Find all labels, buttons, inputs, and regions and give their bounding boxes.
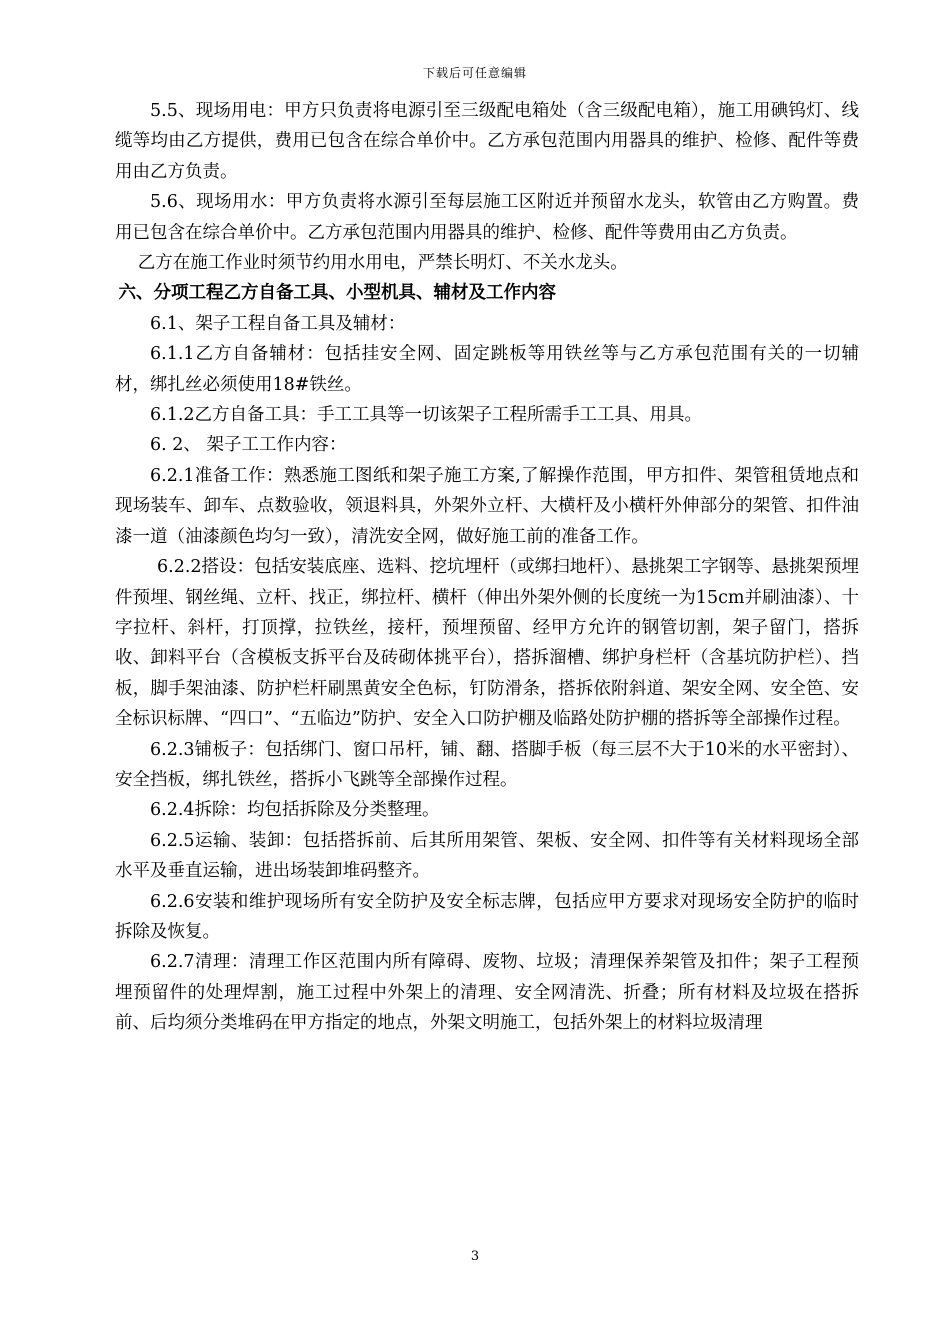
paragraph-6-2-1: 6.2.1准备工作：熟悉施工图纸和架子施工方案,了解操作范围，甲方扣件、架管租赁地点和现场装车、卸车、点数验收，领退料具，外架外立杆、大横杆及小横杆外伸部分的架管、扣件油漆一道（油漆颜色均匀一致），清洗安全网，做好施工前的准备工作。	[115, 465, 859, 547]
paragraph-5-5-power: 5.5、现场用电：甲方只负责将电源引至三级配电箱处（含三级配电箱），施工用碘钨灯、线缆等均由乙方提供，费用已包含在综合单价中。乙方承包范围内用器具的维护、检修、配件等费用由乙方负责。	[115, 101, 859, 182]
section-heading-6: 六、分项工程乙方自备工具、小型机具、辅材及工作内容	[118, 283, 556, 304]
paragraph-6-2-4: 6.2.4拆除：均包括拆除及分类整理。	[150, 800, 440, 821]
paragraph-6-1-2: 6.1.2乙方自备工具：手工工具等一切该架子工程所需手工工具、用具。	[150, 405, 703, 426]
paragraph-6-1-1: 6.1.1乙方自备辅材：包括挂安全网、固定跳板等用铁丝等与乙方承包范围有关的一切辅材，绑扎丝必须使用18#铁丝。	[115, 344, 859, 395]
paragraph-conservation-note: 乙方在施工作业时须节约用水用电，严禁长明灯、不关水龙头。	[137, 253, 628, 274]
paragraph-6-1: 6.1、架子工程自备工具及辅材：	[150, 313, 406, 334]
paragraph-5-6-water: 5.6、现场用水：甲方负责将水源引至每层施工区附近并预留水龙头，软管由乙方购置。费用已包含在综合单价中。乙方承包范围内用器具的维护、检修、配件等费用由乙方负责。	[115, 192, 859, 243]
paragraph-6-2-2: 6.2.2搭设：包括安装底座、选料、挖坑埋杆（或绑扫地杆）、悬挑架工字钢等、悬挑架预埋件预埋、钢丝绳、立杆、找正，绑拉杆、横杆（伸出外架外侧的长度统一为15cm并刷油漆）、十字拉杆、斜杆，打顶撑，拉铁丝，接杆，预埋预留、经甲方允许的钢管切割，架子留门，搭拆收、卸料平台（含模板支拆平台及砖砌体挑平台），搭拆溜槽、绑护身栏杆（含基坑防护栏）、挡板，脚手架油漆、防护栏杆刷黑黄安全色标，钉防滑条，搭拆依附斜道、架安全网、安全笆、安全标识标牌、“四口”、“五临边”防护、安全入口防护棚及临路处防护棚的搭拆等全部操作过程。	[115, 557, 859, 730]
page-header: 下载后可任意编辑	[422, 66, 527, 80]
paragraph-6-2: 6. 2、 架子工工作内容：	[150, 435, 347, 456]
paragraph-6-2-5: 6.2.5运输、装卸：包括搭拆前、后其所用架管、架板、安全网、扣件等有关材料现场全部水平及垂直运输，进出场装卸堆码整齐。	[115, 830, 859, 882]
paragraph-6-2-6: 6.2.6安装和维护现场所有安全防护及安全标志牌，包括应甲方要求对现场安全防护的临时拆除及恢复。	[115, 891, 859, 942]
document-body	[115, 96, 859, 1039]
page-number: 3	[470, 1249, 480, 1264]
paragraph-6-2-7: 6.2.7清理：清理工作区范围内所有障碍、废物、垃圾；清理保养架管及扣件；架子工程预埋预留件的处理焊割，施工过程中外架上的清理、安全网清洗、折叠；所有材料及垃圾在搭拆前、后均须分类堆码在甲方指定的地点，外架文明施工，包括外架上的材料垃圾清理	[115, 952, 859, 1034]
paragraph-6-2-3: 6.2.3铺板子：包括绑门、窗口吊杆，铺、翻、搭脚手板（每三层不大于10米的水平密封）、安全挡板，绑扎铁丝，搭拆小飞跳等全部操作过程。	[115, 739, 859, 790]
